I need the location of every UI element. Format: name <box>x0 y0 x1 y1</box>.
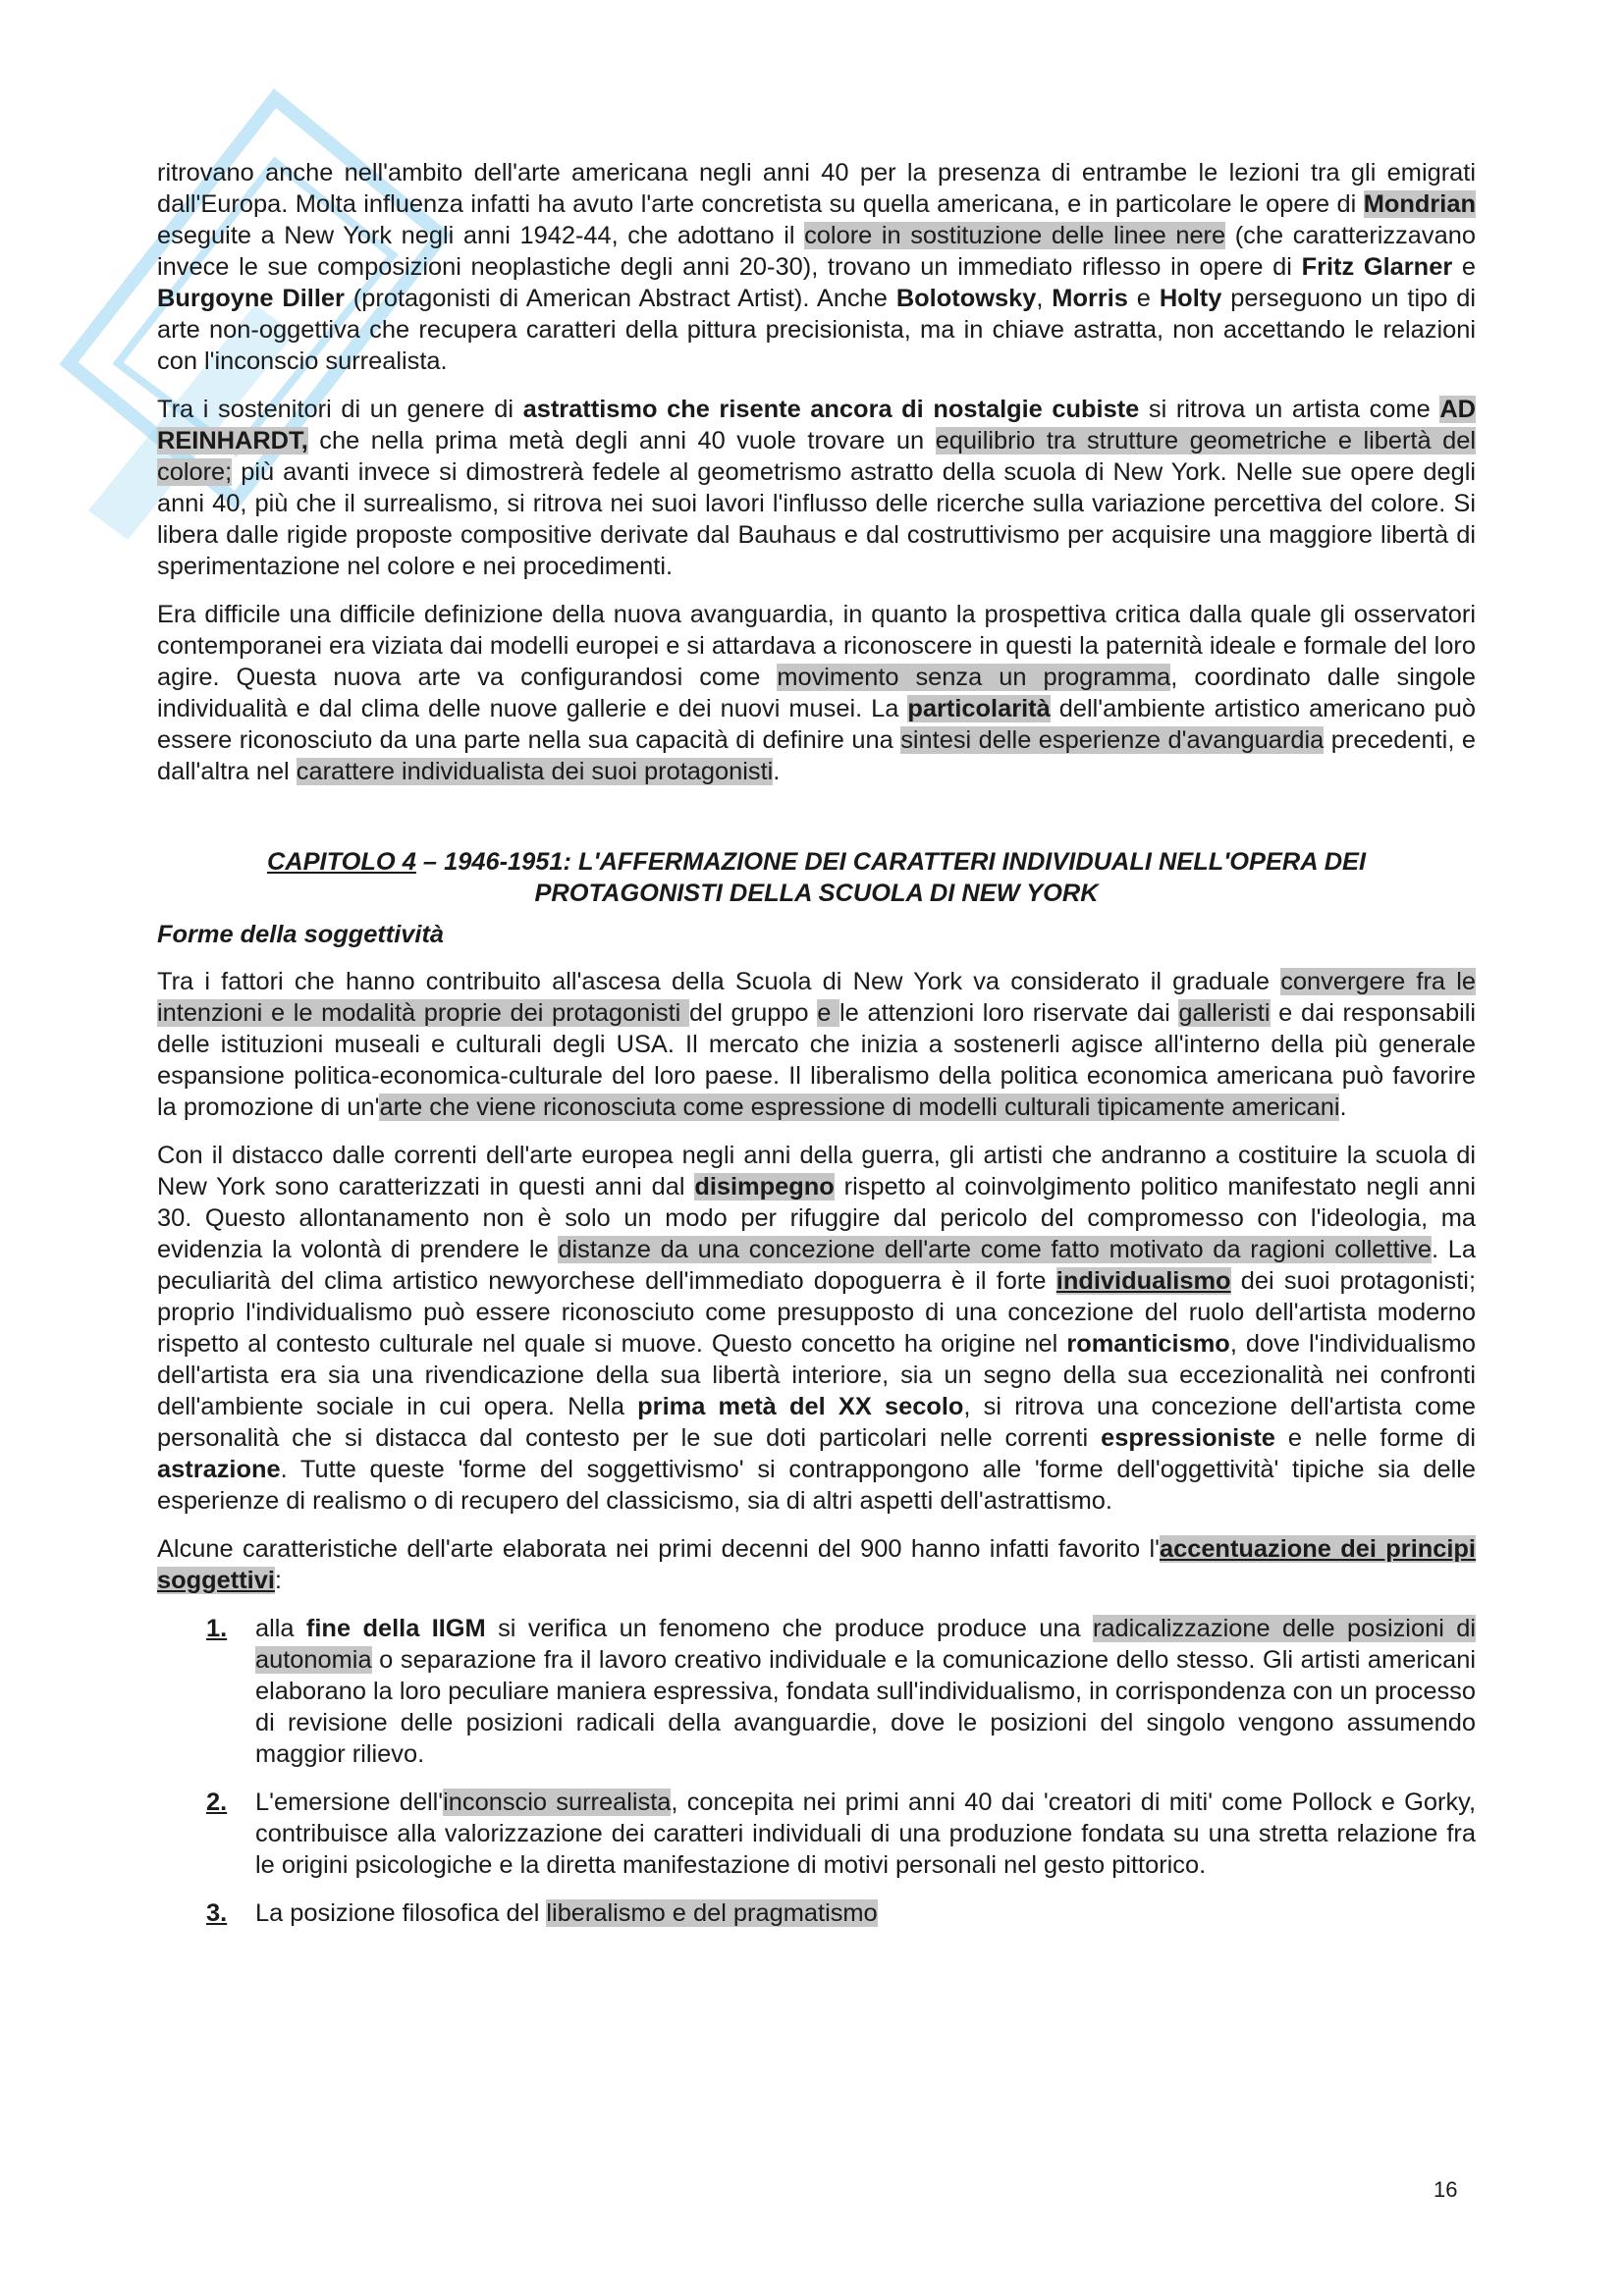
paragraph-6: Alcune caratteristiche dell'arte elaborata nei primi decenni del 900 hanno infatti favorito l'accentuazione dei principi soggettivi: <box>157 1535 1476 1594</box>
document-body <box>157 157 1476 1946</box>
paragraph-1: ritrovano anche nell'ambito dell'arte americana negli anni 40 per la presenza di entrambe le lezioni tra gli emigrati dall'Europa. Molta influenza infatti ha avuto l'arte concretista su quella americana, e in particolare le opere di Mondrian eseguite a New York negli anni 1942-44, che adottano il colore in sostituzione delle linee nere (che caratterizzavano invece le sue composizioni neoplastiche degli anni 20-30), trovano un immediato riflesso in opere di Fritz Glarner e Burgoyne Diller (protagonisti di American Abstract Artist). Anche Bolotowsky, Morris e Holty perseguono un tipo di arte non-oggettiva che recupera caratteri della pittura precisionista, ma in chiave astratta, non accettando le relazioni con l'inconscio surrealista. <box>157 159 1477 375</box>
list-item: 2. L'emersione dell'inconscio surrealista, concepita nei primi anni 40 dai 'creatori di miti' come Pollock e Gorky, contribuisce alla valorizzazione dei caratteri individuali di una produzione fondata su una stretta relazione fra le origini psicologiche e la diretta manifestazione di motivi personali nel gesto pittorico. <box>206 1789 1477 1879</box>
paragraph-4: Tra i fattori che hanno contribuito all'ascesa della Scuola di New York va considerato il graduale convergere fra le intenzioni e le modalità proprie dei protagonisti del gruppo e le attenzioni loro riservate dai galleristi e dai responsabili delle istituzioni museali e culturali degli USA. Il mercato che inizia a sostenerli agisce all'interno della più generale espansione politica-economica-culturale del loro paese. Il liberalismo della politica economica americana può favorire la promozione di un'arte che viene riconosciuta come espressione di modelli culturali tipicamente americani. <box>157 968 1476 1121</box>
paragraph-2: Tra i sostenitori di un genere di astrattismo che risente ancora di nostalgie cubiste si ritrova un artista come AD REINHARDT, che nella prima metà degli anni 40 vuole trovare un equilibrio tra strutture geometriche e libertà del colore; più avanti invece si dimostrerà fedele al geometrismo astratto della scuola di New York. Nelle sue opere degli anni 40, più che il surrealismo, si ritrova nei suoi lavori l'influsso delle ricerche sulla variazione percettiva del colore. Si libera dalle rigide proposte compositive derivate dal Bauhaus e dal costruttivismo per acquisire una maggiore libertà di sperimentazione nel colore e nei procedimenti. <box>157 396 1476 580</box>
page-number: 16 <box>1434 2177 1458 2202</box>
paragraph-3: Era difficile una difficile definizione della nuova avanguardia, in quanto la prospettiva critica dalla quale gli osservatori contemporanei era viziata dai modelli europei e si attardava a riconoscere in questi la paternità ideale e formale del loro agire. Questa nuova arte va configurandosi come movimento senza un programma, coordinato dalle singole individualità e dal clima delle nuove gallerie e dei nuovi musei. La particolarità dell'ambiente artistico americano può essere riconosciuto da una parte nella sua capacità di definire una sintesi delle esperienze d'avanguardia precedenti, e dall'altra nel carattere individualista dei suoi protagonisti. <box>157 601 1476 785</box>
section-subheading: Forme della soggettività <box>157 921 445 948</box>
list-item: 1. alla fine della IIGM si verifica un fenomeno che produce produce una radicalizzazione delle posizioni di autonomia o separazione fra il lavoro creativo individuale e la comunicazione dello stesso. Gli artisti americani elaborano la loro peculiare maniera espressiva, fondata sull'individualismo, in corrispondenza con un processo di revisione delle posizioni radicali della avanguardie, dove le posizioni del singolo vengono assumendo maggior rilievo. <box>206 1615 1476 1768</box>
numbered-list <box>157 1613 1476 1929</box>
paragraph-5: Con il distacco dalle correnti dell'arte europea negli anni della guerra, gli artisti che andranno a costituire la scuola di New York sono caratterizzati in questi anni dal disimpegno rispetto al coinvolgimento politico manifestato negli anni 30. Questo allontanamento non è solo un modo per rifuggire dal pericolo del compromesso con l'ideologia, ma evidenzia la volontà di prendere le distanze da una concezione dell'arte come fatto motivato da ragioni collettive. La peculiarità del clima artistico newyorchese dell'immediato dopoguerra è il forte individualismo dei suoi protagonisti; proprio l'individualismo può essere riconosciuto come presupposto di una concezione del ruolo dell'artista moderno rispetto al contesto culturale nel quale si muove. Questo concetto ha origine nel romanticismo, dove l'individualismo dell'artista era sia una rivendicazione della sua libertà interiore, sia un segno della sua eccezionalità nei confronti dell'ambiente sociale in cui opera. Nella prima metà del XX secolo, si ritrova una concezione dell'artista come personalità che si distacca dal contesto per le sue doti particolari nelle correnti espressioniste e nelle forme di astrazione. Tutte queste 'forme del soggettivismo' si contrappongono alle 'forme dell'oggettività' tipiche sia delle esperienze di realismo o di recupero del classicismo, sia di altri aspetti dell'astrattismo. <box>157 1142 1477 1515</box>
chapter-heading: CAPITOLO 4 – 1946-1951: L'AFFERMAZIONE DEI CARATTERI INDIVIDUALI NELL'OPERA DEI PROTAGONISTI DELLA SCUOLA DI NEW YORK <box>266 848 1367 907</box>
list-item: 3. La posizione filosofica del liberalismo e del pragmatismo <box>206 1899 878 1927</box>
